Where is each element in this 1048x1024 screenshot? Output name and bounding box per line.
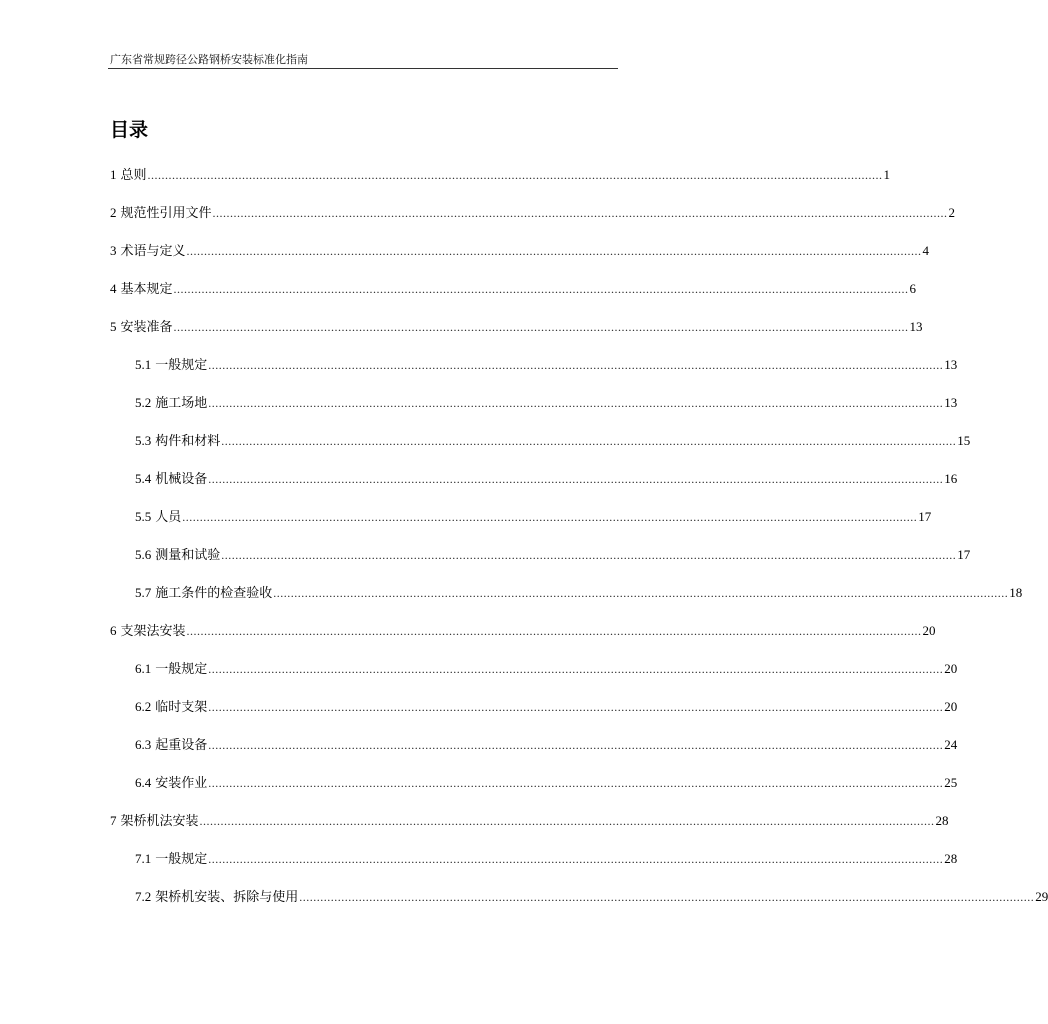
toc-entry-text: 支架法安装: [120, 624, 186, 639]
toc-entry-text: 一般规定: [155, 662, 208, 677]
toc-entry-number: 5.3: [135, 433, 152, 448]
toc-entry-text: 人员: [155, 510, 182, 525]
toc-leader-dots: ..................................................................................................................................................................................................................: [186, 244, 922, 258]
toc-entry-number: 5.5: [135, 509, 152, 524]
toc-entry-6-2[interactable]: [135, 698, 958, 716]
toc-entry-number: 5.6: [135, 547, 152, 562]
toc-entry-number: 6.4: [135, 775, 152, 790]
toc-entry-3[interactable]: [110, 242, 930, 260]
toc-leader-dots: ..................................................................................................................................................................................................................: [173, 320, 909, 334]
toc-entry-number: 6.2: [135, 699, 152, 714]
toc-entry-text: 安装准备: [120, 320, 173, 335]
toc-entry-page: 4: [922, 243, 930, 258]
toc-entry-number: 5.4: [135, 471, 152, 486]
toc-entry-6-3[interactable]: [135, 736, 958, 754]
toc-entry-number: 5.7: [135, 585, 152, 600]
toc-entry-number: 4: [110, 281, 117, 296]
toc-leader-dots: ..................................................................................................................................................................................................................: [273, 586, 1009, 600]
toc-entry-text: 起重设备: [155, 738, 208, 753]
toc-entry-number: 7.1: [135, 851, 152, 866]
toc-entry-5-1[interactable]: [135, 356, 958, 374]
toc-entry-page: 28: [944, 851, 958, 866]
toc-entry-5-2[interactable]: [135, 394, 958, 412]
toc-entry-page: 29: [1035, 889, 1048, 904]
toc-entry-page: 16: [944, 471, 958, 486]
toc-entry-text: 架桥机安装、拆除与使用: [155, 890, 299, 905]
toc-entry-text: 架桥机法安装: [120, 814, 199, 829]
toc-leader-dots: ..................................................................................................................................................................................................................: [208, 700, 944, 714]
toc-leader-dots: ..................................................................................................................................................................................................................: [221, 434, 957, 448]
toc-entry-number: 6: [110, 623, 117, 638]
toc-entry-number: 3: [110, 243, 117, 258]
toc-entry-number: 2: [110, 205, 117, 220]
toc-entry-text: 构件和材料: [155, 434, 221, 449]
toc-entry-6[interactable]: [110, 622, 936, 640]
toc-entry-page: 6: [909, 281, 917, 296]
toc-entry-page: 20: [944, 699, 958, 714]
toc-entry-page: 13: [944, 395, 958, 410]
toc-leader-dots: ..................................................................................................................................................................................................................: [199, 814, 935, 828]
toc-entry-6-1[interactable]: [135, 660, 958, 678]
toc-entry-7-1[interactable]: [135, 850, 958, 868]
toc-leader-dots: ..................................................................................................................................................................................................................: [208, 662, 944, 676]
toc-entry-5-6[interactable]: [135, 546, 971, 564]
toc-entry-number: 7: [110, 813, 117, 828]
toc-entry-7[interactable]: [110, 812, 949, 830]
toc-entry-page: 18: [1009, 585, 1023, 600]
toc-entry-page: 20: [944, 661, 958, 676]
toc-leader-dots: ..................................................................................................................................................................................................................: [208, 396, 944, 410]
toc-entry-5-5[interactable]: [135, 508, 932, 526]
toc-leader-dots: ..................................................................................................................................................................................................................: [208, 358, 944, 372]
toc-entry-page: 13: [909, 319, 923, 334]
toc-leader-dots: ..................................................................................................................................................................................................................: [208, 852, 944, 866]
toc-leader-dots: ..................................................................................................................................................................................................................: [221, 548, 957, 562]
toc-entry-number: 1: [110, 167, 117, 182]
toc-entry-text: 施工条件的检查验收: [155, 586, 273, 601]
toc-entry-5-7[interactable]: [135, 584, 1023, 602]
toc-entry-text: 临时支架: [155, 700, 208, 715]
toc-entry-2[interactable]: [110, 204, 956, 222]
toc-entry-text: 安装作业: [155, 776, 208, 791]
toc-entry-text: 术语与定义: [120, 244, 186, 259]
toc-leader-dots: ..................................................................................................................................................................................................................: [212, 206, 948, 220]
toc-entry-page: 13: [944, 357, 958, 372]
toc-entry-number: 5.1: [135, 357, 152, 372]
toc-entry-page: 20: [922, 623, 936, 638]
toc-entry-4[interactable]: [110, 280, 917, 298]
toc-leader-dots: ..................................................................................................................................................................................................................: [147, 168, 883, 182]
toc-title: 目录: [110, 119, 149, 141]
toc-entry-5[interactable]: [110, 318, 923, 336]
toc-entry-text: 测量和试验: [155, 548, 221, 563]
toc-entry-5-3[interactable]: [135, 432, 971, 450]
toc-leader-dots: ..................................................................................................................................................................................................................: [208, 776, 944, 790]
toc-leader-dots: ..................................................................................................................................................................................................................: [208, 738, 944, 752]
toc-entry-page: 28: [935, 813, 949, 828]
toc-entry-page: 2: [948, 205, 956, 220]
toc-entry-page: 17: [918, 509, 932, 524]
toc-entry-6-4[interactable]: [135, 774, 958, 792]
toc-entry-text: 施工场地: [155, 396, 208, 411]
toc-leader-dots: ..................................................................................................................................................................................................................: [299, 890, 1035, 904]
toc-leader-dots: ..................................................................................................................................................................................................................: [173, 282, 909, 296]
header-rule: [108, 68, 618, 69]
toc-entry-text: 机械设备: [155, 472, 208, 487]
toc-entry-7-2[interactable]: [135, 888, 1048, 906]
toc-entry-1[interactable]: [110, 166, 891, 184]
toc-leader-dots: ..................................................................................................................................................................................................................: [208, 472, 944, 486]
toc-entry-5-4[interactable]: [135, 470, 958, 488]
toc-entry-page: 1: [883, 167, 891, 182]
toc-entry-page: 15: [957, 433, 971, 448]
toc-entry-number: 7.2: [135, 889, 152, 904]
toc-leader-dots: ..................................................................................................................................................................................................................: [182, 510, 918, 524]
toc-entry-text: 规范性引用文件: [120, 206, 212, 221]
running-header: 广东省常规跨径公路钢桥安装标准化指南: [110, 53, 308, 66]
toc-entry-page: 25: [944, 775, 958, 790]
toc-entry-text: 总则: [120, 168, 147, 183]
toc-entry-number: 5.2: [135, 395, 152, 410]
toc-entry-text: 基本规定: [120, 282, 173, 297]
toc-entry-text: 一般规定: [155, 852, 208, 867]
toc-entry-page: 17: [957, 547, 971, 562]
toc-entry-page: 24: [944, 737, 958, 752]
toc-entry-number: 6.1: [135, 661, 152, 676]
toc-entry-text: 一般规定: [155, 358, 208, 373]
toc-entry-number: 6.3: [135, 737, 152, 752]
toc-leader-dots: ..................................................................................................................................................................................................................: [186, 624, 922, 638]
toc-entry-number: 5: [110, 319, 117, 334]
